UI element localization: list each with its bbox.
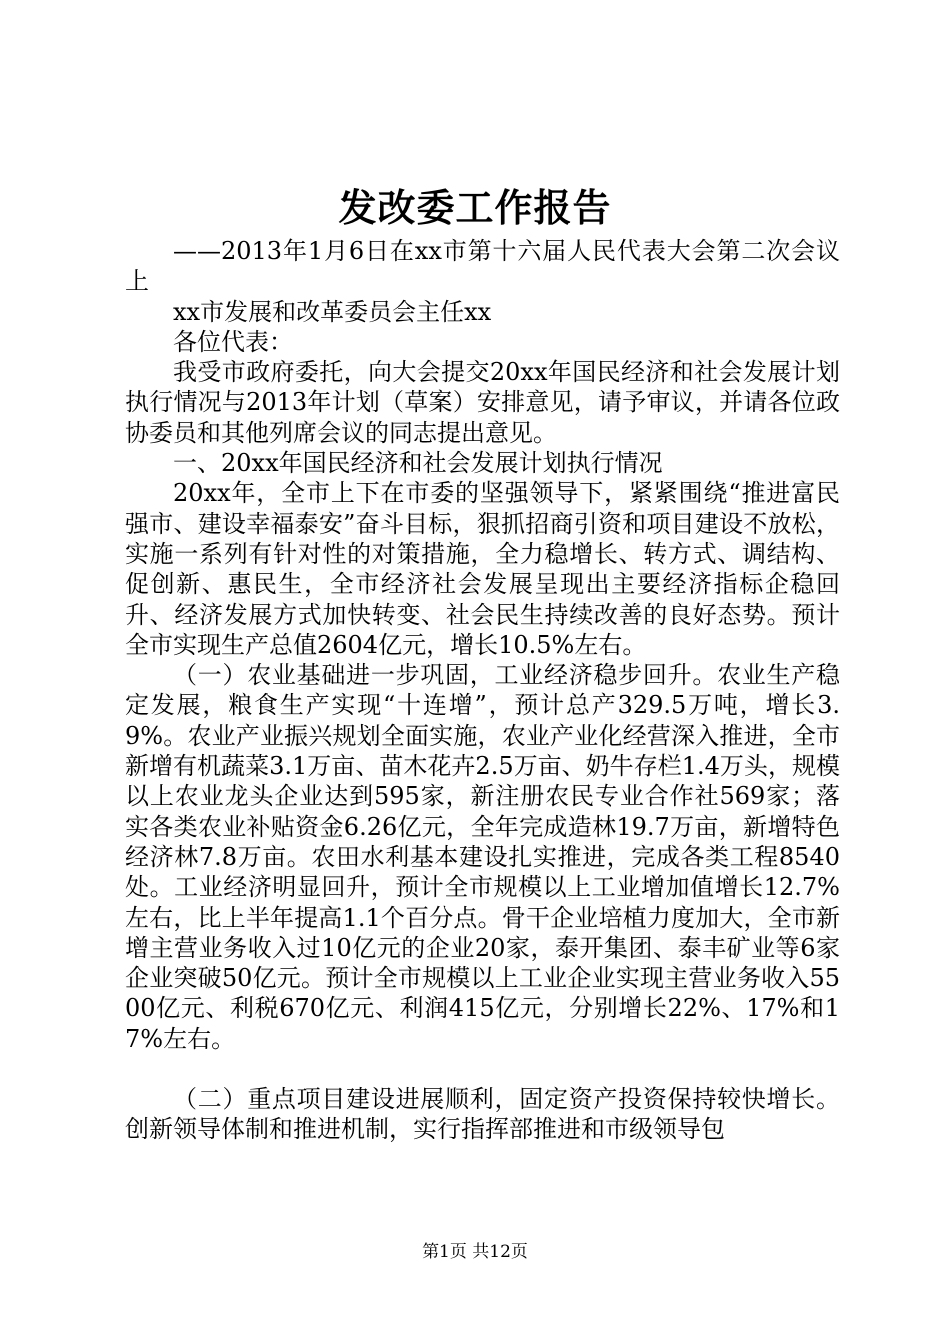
author-line: xx市发展和改革委员会主任xx (173, 297, 492, 326)
salutation: 各位代表： (173, 327, 293, 356)
document-body (125, 236, 840, 1145)
intro-paragraph: 我受市政府委托，向大会提交20xx年国民经济和社会发展计划执行情况与2013年计划（草案）安排意见，请予审议，并请各位政协委员和其他列席会议的同志提出意见。 (125, 358, 840, 447)
subtitle-paragraph: ——2013年1月6日在xx市第十六届人民代表大会第二次会议上 (125, 237, 840, 296)
page-number: 第1页 共12页 (422, 1242, 528, 1262)
body-paragraph: （二）重点项目建设进展顺利，固定资产投资保持较快增长。创新领导体制和推进机制，实行指挥部推进和市级领导包 (125, 1085, 840, 1144)
body-paragraph: 20xx年，全市上下在市委的坚强领导下，紧紧围绕“推进富民强市、建设幸福泰安”奋斗目标，狠抓招商引资和项目建设不放松，实施一系列有针对性的对策措施，全力稳增长、转方式、调结构、促创新、惠民生，全市经济社会发展呈现出主要经济指标企稳回升、经济发展方式加快转变、社会民生持续改善的良好态势。预计全市实现生产总值2604亿元，增长10.5%左右。 (125, 479, 840, 659)
document-title: 发改委工作报告 (338, 185, 612, 230)
body-paragraph: （一）农业基础进一步巩固，工业经济稳步回升。农业生产稳定发展，粮食生产实现“十连增”，预计总产329.5万吨，增长3.9%。农业产业振兴规划全面实施，农业产业化经营深入推进，全市新增有机蔬菜3.1万亩、苗木花卉2.5万亩、奶牛存栏1.4万头，规模以上农业龙头企业达到595家，新注册农民专业合作社569家；落实各类农业补贴资金6.26亿元，全年完成造林19.7万亩，新增特色经济林7.8万亩。农田水利基本建设扎实推进，完成各类工程8540处。工业经济明显回升，预计全市规模以上工业增加值增长12.7%左右，比上半年提高1.1个百分点。骨干企业培植力度加大，全市新增主营业务收入过10亿元的企业20家，泰开集团、泰丰矿业等6家企业突破50亿元。预计全市规模以上工业企业实现主营业务收入5500亿元、利税670亿元、利润415亿元，分别增长22%、17%和17%左右。 (125, 661, 840, 1053)
section-heading: 一、20xx年国民经济和社会发展计划执行情况 (173, 449, 663, 478)
